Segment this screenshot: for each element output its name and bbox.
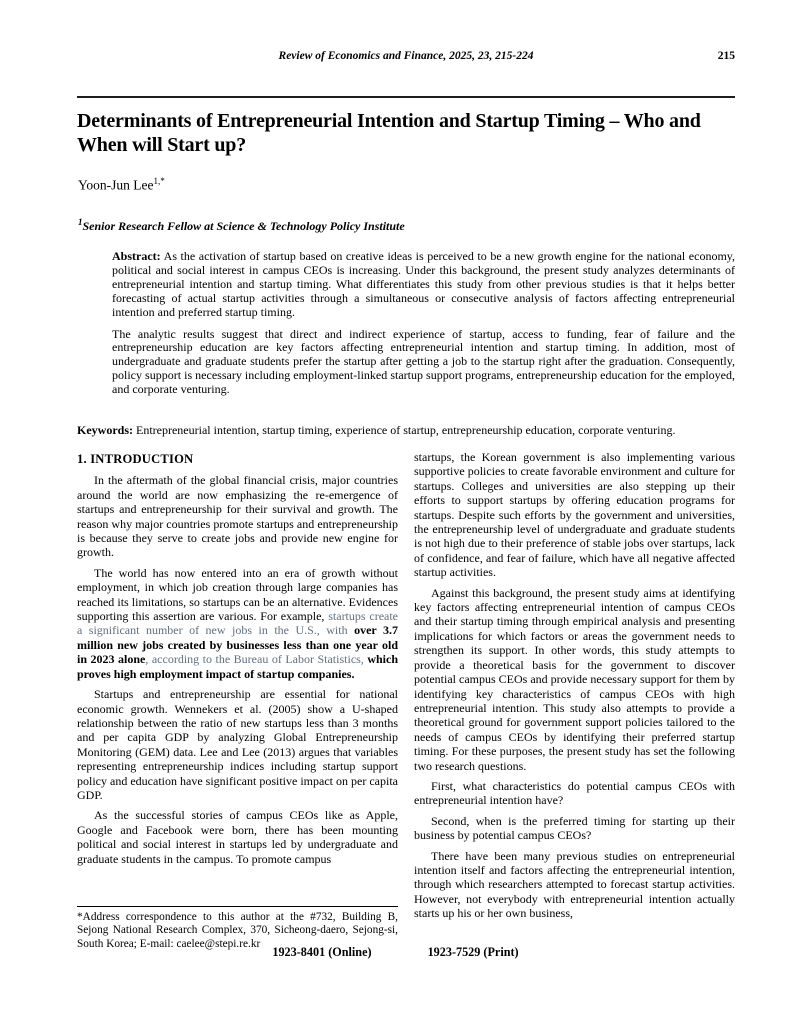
inline-link[interactable]: , according to the Bureau of Labor Statistics,	[145, 652, 368, 667]
intro-paragraph-6: Against this background, the present study aims at identifying key factors affecting entrepreneurial intention of campus CEOs and their startup timing through empirical analysis and presenting implications for which factors or areas the government needs to strengthen its support. In other words, this study attempts to provide a theoretical basis for the government to discover potential campus CEOs and provide necessary support for them by identifying key characteristics of campus CEOs with high entrepreneurial intention. This study also attempts to provide a theoretical ground for government support policies tailored to the needs of campus CEOs by identifying their preferred startup timing. For these purposes, the present study has set the following two research questions.	[414, 585, 735, 773]
issn-print: 1923-7529 (Print)	[427, 945, 519, 959]
affiliation-text: Senior Research Fellow at Science & Technology Policy Institute	[82, 219, 405, 233]
author-superscript: 1,*	[153, 176, 165, 186]
keywords-line	[77, 423, 735, 437]
issn-online: 1923-8401 (Online)	[272, 945, 372, 959]
research-question-2: Second, when is the preferred timing for starting up their business by potential campus CEOs?	[414, 813, 735, 843]
right-column	[414, 450, 735, 952]
abstract-label: Abstract:	[112, 249, 161, 263]
abstract-text-1: As the activation of startup based on creative ideas is perceived to be a new growth engine for the national economy, political and social interest in campus CEOs is increasing. Under this background, the present study analyzes determinants of entrepreneurial intention and startup timing. What differentiates this study from other previous studies is that it helps better forecasting of actual startup activities through a simultaneous or consecutive analysis of factors affecting entrepreneurial intention and preferred startup timing.	[112, 249, 735, 319]
left-column	[77, 450, 398, 952]
abstract-paragraph-1	[112, 250, 735, 320]
research-question-1: First, what characteristics do potential campus CEOs with entrepreneurial intention have?	[414, 778, 735, 808]
paragraph-run-bold: over 3.7 million new jobs created by businesses less than one year old in 2023 alone	[77, 623, 399, 667]
author-line	[78, 176, 165, 194]
footnote-marker: *	[77, 910, 83, 923]
inline-link[interactable]: startups create a significant number of new jobs in the U.S., with	[77, 609, 398, 638]
keywords-label: Keywords:	[77, 423, 133, 437]
affiliation-line	[78, 217, 405, 234]
two-column-body	[77, 450, 735, 952]
issn-footer	[0, 945, 791, 960]
paragraph-run: The world has now entered into an era of growth without employment, in which job creation through large companies has reached its limitations, so startups can be an alternative. Evidences supporting this assertion are various. For example,	[77, 565, 398, 624]
header-divider	[77, 96, 735, 98]
intro-paragraph-2	[77, 566, 398, 681]
intro-paragraph-5: startups, the Korean government is also implementing various supportive policies to create favorable environment and culture for startups. Colleges and universities are also stepping up their efforts to support startups by offering education programs for startups. Despite such efforts by the government and universities, the entrepreneurship level of undergraduate and graduate students is not high due to their preference of stable jobs over startups, lack of confidence, and fear of failure, which have all negative affected startup activities.	[414, 450, 735, 580]
paragraph-run-bold: which proves high employment impact of startup companies.	[77, 652, 398, 681]
intro-paragraph-4: As the successful stories of campus CEOs like as Apple, Google and Facebook were born, there has been mounting political and social interest in startups led by undergraduate and graduate students in the campus. To promote campus	[77, 808, 398, 866]
intro-paragraph-3: Startups and entrepreneurship are essential for national economic growth. Wennekers et al. (2005) show a U-shaped relationship between the ratio of new startups less than 3 months and per capita GDP by analyzing Global Entrepreneurship Monitoring (GEM) data. Lee and Lee (2013) argues that variables representing entrepreneurship indices including startup support policy and education have significant positive impact on per capita GDP.	[77, 687, 398, 802]
paper-title: Determinants of Entrepreneurial Intention and Startup Timing – Who and When will Start up?	[77, 110, 701, 156]
journal-header: Review of Economics and Finance, 2025, 23, 215-224	[278, 50, 534, 62]
intro-paragraph-7: There have been many previous studies on entrepreneurial intention itself and factors affecting the entrepreneurial intention, through which researchers attempted to forecast startup activities. However, not everybody with entrepreneurial intention actually starts up his or her own business,	[414, 848, 735, 921]
abstract-text-2: The analytic results suggest that direct and indirect experience of startup, access to funding, fear of failure and the entrepreneurship education are key factors affecting entrepreneurial intention and startup timing. In addition, most of undergraduate and graduate students prefer the startup after getting a job to the startup right after the graduation. Consequently, policy support is necessary including employment-linked startup support programs, entrepreneurship education for the employed, and corporate venturing.	[112, 326, 735, 397]
author-name: Yoon-Jun Lee	[78, 177, 154, 193]
affiliation-superscript: 1	[78, 217, 83, 227]
keywords-text: Entrepreneurial intention, startup timing, experience of startup, entrepreneurship education, corporate venturing.	[136, 423, 676, 437]
section-heading-introduction: 1. INTRODUCTION	[77, 452, 194, 466]
page-number: 215	[717, 50, 735, 62]
abstract-paragraph-2	[112, 328, 735, 398]
intro-paragraph-1: In the aftermath of the global financial crisis, major countries around the world are now emphasizing the re-emergence of startups and entrepreneurship for their survival and growth. The reason why major countries promote startups and entrepreneurship is because they serve to create jobs and provide new engine for growth.	[77, 473, 398, 560]
footnote-text: Address correspondence to this author at the #732, Building B, Sejong National Research Complex, 370, Sicheong-daero, Sejong-si, South Korea; E-mail: caelee@stepi.re.kr	[77, 910, 398, 951]
abstract-block	[112, 250, 735, 397]
